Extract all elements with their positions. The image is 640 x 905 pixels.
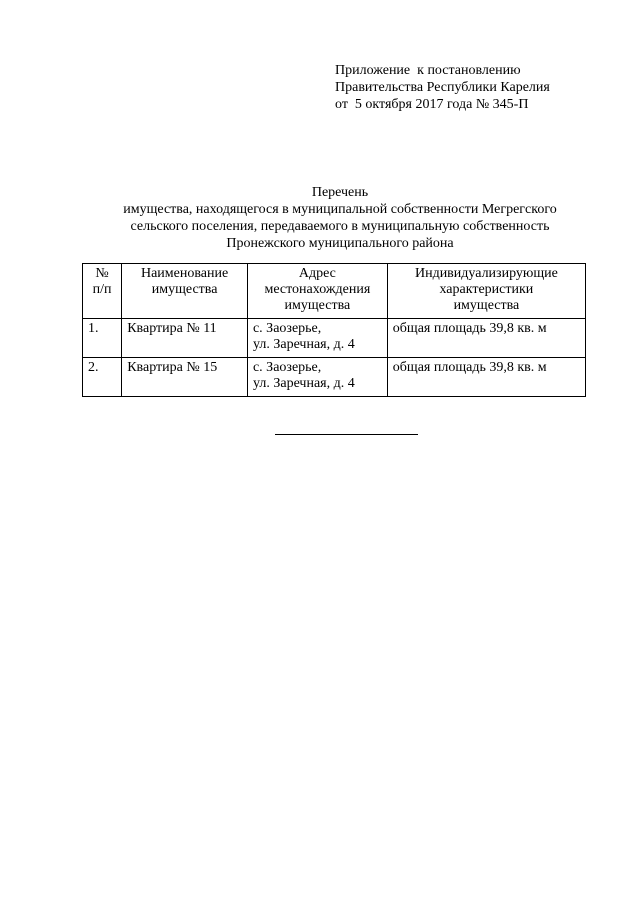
- header-text: имущества: [284, 298, 351, 313]
- header-number: [83, 264, 122, 319]
- row-characteristics: общая площадь 39,8 кв. м: [387, 319, 585, 358]
- address-line: ул. Заречная, д. 4: [252, 376, 355, 391]
- title-line: сельского поселения, передаваемого в муниципальную собственность: [130, 219, 550, 234]
- header-text: Индивидуализирующие: [414, 266, 558, 281]
- header-text: №: [95, 266, 109, 281]
- appendix-line: Правительства Республики Карелия: [335, 80, 550, 95]
- address-line: с. Заозерье,: [252, 321, 322, 336]
- header-text: характеристики: [439, 282, 534, 297]
- header-text: имущества: [453, 298, 520, 313]
- table-row: [83, 319, 586, 358]
- table-row: [83, 358, 586, 397]
- header-characteristics: [387, 264, 585, 319]
- row-number: 1.: [83, 319, 122, 358]
- row-name: Квартира № 11: [122, 319, 248, 358]
- header-text: п/п: [92, 282, 112, 297]
- header-text: Наименование: [140, 266, 229, 281]
- title-line: имущества, находящегося в муниципальной собственности Мегрегского: [123, 202, 557, 217]
- document-title: [60, 184, 620, 252]
- row-number: 2.: [83, 358, 122, 397]
- row-address: [247, 319, 387, 358]
- title-heading: Перечень: [311, 185, 369, 200]
- table-header-row: [83, 264, 586, 319]
- address-line: с. Заозерье,: [252, 360, 322, 375]
- row-address: [247, 358, 387, 397]
- header-text: имущества: [151, 282, 218, 297]
- header-name: [122, 264, 248, 319]
- row-name: Квартира № 15: [122, 358, 248, 397]
- row-characteristics: общая площадь 39,8 кв. м: [387, 358, 585, 397]
- property-table: [82, 263, 586, 397]
- appendix-line: Приложение к постановлению: [335, 63, 521, 78]
- separator-line: [275, 434, 418, 435]
- address-line: ул. Заречная, д. 4: [252, 337, 355, 352]
- header-text: местонахождения: [264, 282, 371, 297]
- header-address: [247, 264, 387, 319]
- title-line: Пронежского муниципального района: [226, 236, 454, 251]
- header-text: Адрес: [298, 266, 336, 281]
- appendix-note: [335, 62, 550, 113]
- appendix-line: от 5 октября 2017 года № 345-П: [335, 97, 529, 112]
